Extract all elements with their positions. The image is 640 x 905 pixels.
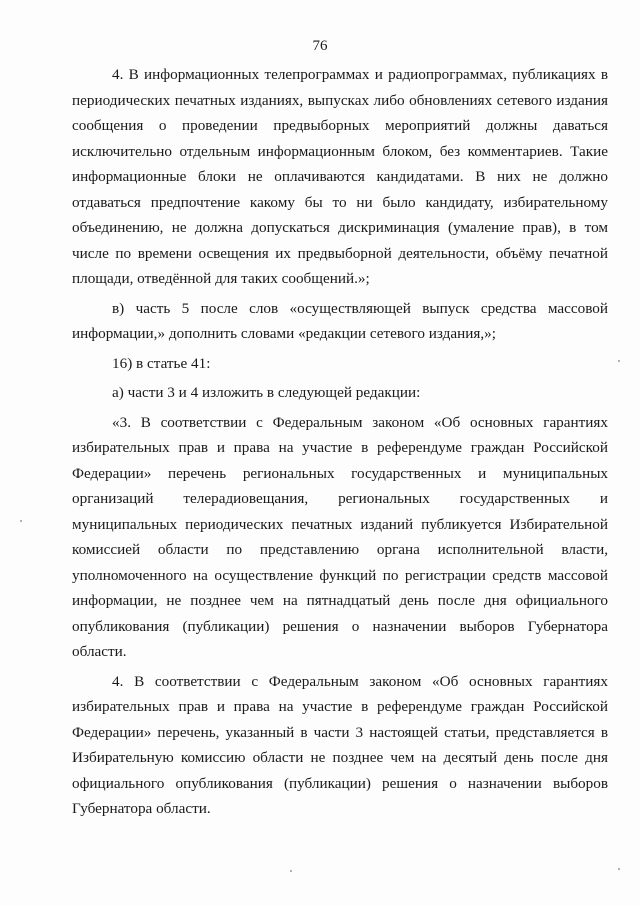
paragraph-amendment-part-5: в) часть 5 после слов «осуществляющей выпуск средства массовой информации,» дополнить словами «редакции сетевого издания,»; xyxy=(72,299,608,342)
document-body xyxy=(72,62,608,822)
paragraph-clause-4: 4. В информационных телепрограммах и радиопрограммах, публикациях в периодических печатных изданиях, выпусках либо обновлениях сетевого издания сообщения о проведении предвыборных мероприятий должны даваться исключительно отдельным информационным блоком, без комментариев. Такие информационные блоки не оплачиваются кандидатами. В них не должно отдаваться предпочтение какому бы то ни было кандидату, избирательному объединению, не должна допускаться дискриминация (умаление прав), в том числе по времени освещения их предвыборной деятельности, объёму печатной площади, отведённой для таких сообщений.»; xyxy=(72,66,608,287)
scan-speck xyxy=(618,360,620,362)
paragraph-article-41: 16) в статье 41: xyxy=(112,354,211,372)
scan-speck xyxy=(290,870,292,872)
paragraph-parts-3-4-heading: а) части 3 и 4 изложить в следующей редакции: xyxy=(112,384,421,401)
paragraph-part-4-text: 4. В соответствии с Федеральным законом «Об основных гарантиях избирательных прав и права на участие в референдуме граждан Российской Федерации» перечень, указанный в части 3 настоящей статьи, представляется в Избирательную комиссию области не позднее чем на десятый день после дня официального опубликования (публикации) решения о назначении выборов Губернатора области. xyxy=(72,672,608,817)
scan-speck xyxy=(618,868,620,870)
paragraph-part-3-text: «3. В соответствии с Федеральным законом «Об основных гарантиях избирательных прав и права на участие в референдуме граждан Российской Федерации» перечень региональных государственных и муниципальных организаций телерадиовещания, региональных государственных и муниципальных периодических печатных изданий публикуется Избирательной комиссией области по представлению органа исполнительной власти, уполномоченного на осуществление функций по регистрации средств массовой информации, не позднее чем на пятнадцатый день после дня официального опубликования (публикации) решения о назначении выборов Губернатора области. xyxy=(72,413,608,660)
scan-speck xyxy=(20,520,22,522)
page-number: 76 xyxy=(312,38,328,54)
